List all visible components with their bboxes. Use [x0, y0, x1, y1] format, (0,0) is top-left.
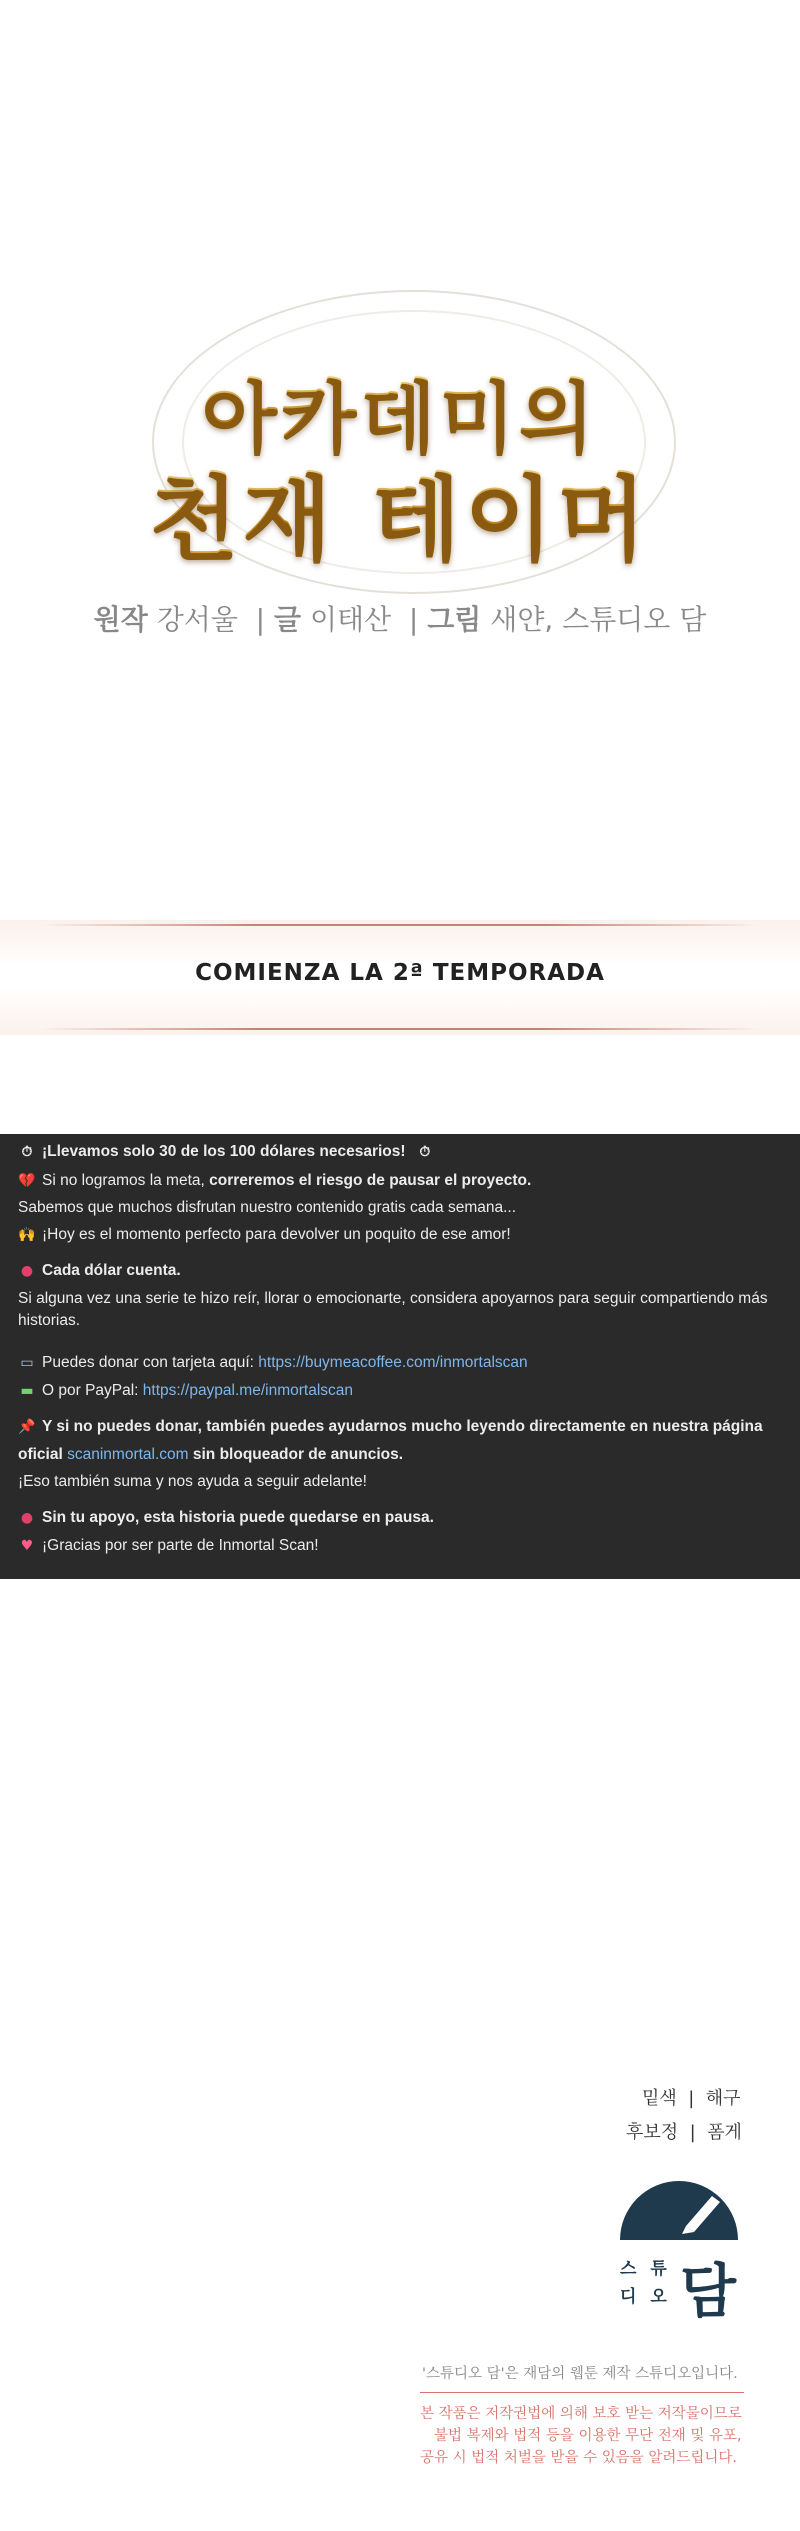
- banner-bottom-rule: [40, 1028, 760, 1030]
- copyright-warning-line-1: 본 작품은 저작권법에 의해 보호 받는 저작물이므로: [420, 2406, 742, 2422]
- art-label: 그림: [427, 603, 482, 636]
- donation-goal-line: ⏱ ¡Llevamos solo 30 de los 100 dólares necesarios! ⏱: [18, 1141, 790, 1163]
- heart-icon: ♥: [20, 1538, 34, 1554]
- buymeacoffee-link[interactable]: https://buymeacoffee.com/inmortalscan: [258, 1354, 528, 1371]
- title-line-2: 천재 테이머: [149, 465, 651, 572]
- staff-role-base-color: 밑색: [642, 2088, 677, 2109]
- writer-name: 이태산: [309, 603, 392, 636]
- season-banner: [0, 920, 800, 1035]
- title-line-1: 아카데미의: [201, 373, 599, 463]
- notice-divider: [420, 2392, 744, 2393]
- donation-official-site-line: oficial scaninmortal.com sin bloqueador de anuncios.: [18, 1446, 404, 1463]
- staff-row-base-color: 밑색 | 해구: [642, 2088, 741, 2109]
- donation-thanks-line: ♥ ¡Gracias por ser parte de Inmortal Scan!: [18, 1535, 790, 1557]
- staff-row-post-correction: 후보정 | 폼게: [626, 2122, 742, 2143]
- red-dot-icon: ●: [20, 1263, 34, 1279]
- copyright-warning-line-2: 불법 복제와 법적 등을 이용한 무단 전재 및 유포,: [434, 2428, 742, 2444]
- original-author: 강서울: [156, 603, 238, 636]
- pushpin-icon: 📌: [18, 1419, 36, 1435]
- studio-description: '스튜디오 담'은 재담의 웹툰 제작 스튜디오입니다.: [422, 2366, 738, 2382]
- staff-role-post-correction: 후보정: [626, 2122, 679, 2143]
- donation-support-paragraph: Si alguna vez una serie te hizo reír, llorar o emocionarte, considera apoyarnos para seguir compartiendo más historias.: [18, 1290, 768, 1329]
- studio-dam-logo: [616, 2178, 742, 2328]
- donation-free-content-line: Sabemos que muchos disfrutan nuestro contenido gratis cada semana...: [18, 1199, 517, 1216]
- writer-label: 글: [273, 603, 302, 636]
- copyright-warning-line-3: 공유 시 법적 처벌을 받을 수 있음을 알려드립니다.: [420, 2450, 738, 2466]
- money-icon: ▬: [20, 1383, 34, 1399]
- stopwatch-icon: ⏱: [21, 1144, 33, 1160]
- donation-give-back-line: 🙌 ¡Hoy es el momento perfecto para devolver un poquito de ese amor!: [18, 1224, 790, 1246]
- staff-name-post-correction: 폼게: [707, 2122, 742, 2143]
- donation-also-counts-line: ¡Eso también suma y nos ayuda a seguir adelante!: [18, 1473, 367, 1490]
- broken-heart-icon: 💔: [18, 1173, 36, 1189]
- red-dot-icon: ●: [20, 1510, 34, 1526]
- donation-risk-line: 💔 Si no logramos la meta, correremos el riesgo de pausar el proyecto.: [18, 1170, 790, 1192]
- donation-read-site-line: 📌 Y si no puedes donar, también puedes ayudarnos mucho leyendo directamente en nuestra página: [18, 1416, 790, 1438]
- art-name: 새얀, 스튜디오 담: [490, 603, 707, 636]
- studio-chars-top: 스 튜: [620, 2259, 671, 2279]
- credit-card-icon: ▭: [20, 1355, 34, 1371]
- scaninmortal-link[interactable]: scaninmortal.com: [67, 1446, 189, 1463]
- raised-hands-icon: 🙌: [18, 1227, 36, 1243]
- original-label: 원작: [93, 603, 148, 636]
- paypal-link[interactable]: https://paypal.me/inmortalscan: [142, 1382, 354, 1399]
- season-banner-text: COMIENZA LA 2ª TEMPORADA: [195, 960, 605, 986]
- title-logo: [0, 0, 800, 700]
- donation-paypal-line: ▬ O por PayPal: https://paypal.me/inmortalscan: [18, 1380, 790, 1402]
- studio-notice: [0, 2362, 800, 2512]
- stopwatch-icon: ⏱: [419, 1144, 431, 1160]
- donation-pause-line: ● Sin tu apoyo, esta historia puede quedarse en pausa.: [18, 1507, 790, 1529]
- studio-name: 담: [680, 2257, 737, 2325]
- credits-line: 원작 강서울 | 글 이태산 | 그림 새얀, 스튜디오 담: [93, 603, 707, 636]
- studio-chars-bottom: 디 오: [620, 2287, 671, 2307]
- donation-card-line: ▭ Puedes donar con tarjeta aquí: https://buymeacoffee.com/inmortalscan: [18, 1352, 790, 1374]
- banner-top-rule: [40, 924, 760, 926]
- donation-panel: [0, 1134, 800, 1579]
- staff-name-base-color: 해구: [705, 2088, 741, 2109]
- donation-every-dollar-line: ● Cada dólar cuenta.: [18, 1260, 790, 1282]
